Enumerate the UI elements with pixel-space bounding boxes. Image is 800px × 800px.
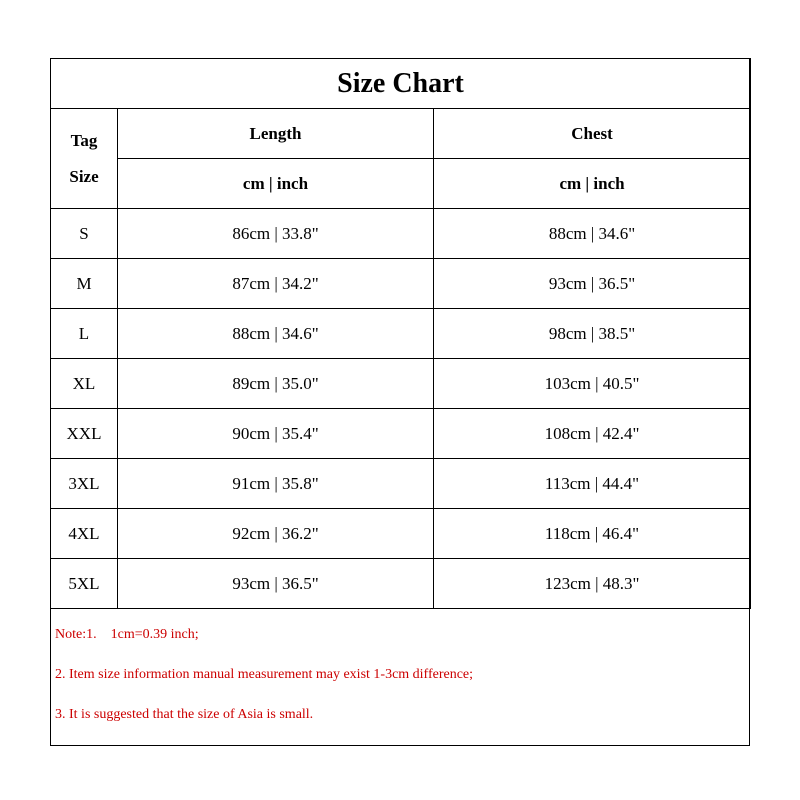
length-unit-header: cm | inch — [118, 159, 434, 209]
chest-header: Chest — [434, 109, 751, 159]
table-row — [51, 309, 751, 359]
chest-cell: 93cm | 36.5" — [434, 259, 751, 309]
chest-cell: 113cm | 44.4" — [434, 459, 751, 509]
length-cell: 89cm | 35.0" — [118, 359, 434, 409]
size-cell: S — [51, 209, 118, 259]
header-row-1 — [51, 109, 751, 159]
note-2: 2. Item size information manual measurement may exist 1-3cm difference; — [55, 667, 474, 682]
chest-unit-header: cm | inch — [434, 159, 751, 209]
size-table — [50, 58, 751, 609]
size-cell: 5XL — [51, 559, 118, 609]
chest-cell: 118cm | 46.4" — [434, 509, 751, 559]
size-cell: L — [51, 309, 118, 359]
note-3: 3. It is suggested that the size of Asia is small. — [55, 707, 314, 722]
length-header: Length — [118, 109, 434, 159]
note-1-prefix: Note:1. — [55, 627, 97, 642]
size-cell: XL — [51, 359, 118, 409]
note-1-text: 1cm=0.39 inch; — [110, 627, 199, 642]
tag-size-header-line2: Size — [69, 166, 99, 186]
length-cell: 86cm | 33.8" — [118, 209, 434, 259]
table-row — [51, 409, 751, 459]
length-cell: 91cm | 35.8" — [118, 459, 434, 509]
table-row — [51, 359, 751, 409]
length-cell: 87cm | 34.2" — [118, 259, 434, 309]
size-chart-sheet — [50, 58, 750, 746]
size-cell: 3XL — [51, 459, 118, 509]
chest-cell: 123cm | 48.3" — [434, 559, 751, 609]
chest-cell: 88cm | 34.6" — [434, 209, 751, 259]
table-row — [51, 459, 751, 509]
chest-cell: 98cm | 38.5" — [434, 309, 751, 359]
table-row — [51, 509, 751, 559]
table-title: Size Chart — [51, 59, 751, 109]
length-cell: 92cm | 36.2" — [118, 509, 434, 559]
size-cell: XXL — [51, 409, 118, 459]
chest-cell: 108cm | 42.4" — [434, 409, 751, 459]
length-cell: 88cm | 34.6" — [118, 309, 434, 359]
note-1 — [55, 627, 199, 643]
length-cell: 90cm | 35.4" — [118, 409, 434, 459]
header-row-2 — [51, 159, 751, 209]
chest-cell: 103cm | 40.5" — [434, 359, 751, 409]
table-row — [51, 559, 751, 609]
title-row — [51, 59, 751, 109]
size-cell: 4XL — [51, 509, 118, 559]
table-row — [51, 209, 751, 259]
tag-size-header — [51, 109, 118, 209]
length-cell: 93cm | 36.5" — [118, 559, 434, 609]
tag-size-header-line1: Tag — [70, 130, 98, 150]
size-cell: M — [51, 259, 118, 309]
table-row — [51, 259, 751, 309]
